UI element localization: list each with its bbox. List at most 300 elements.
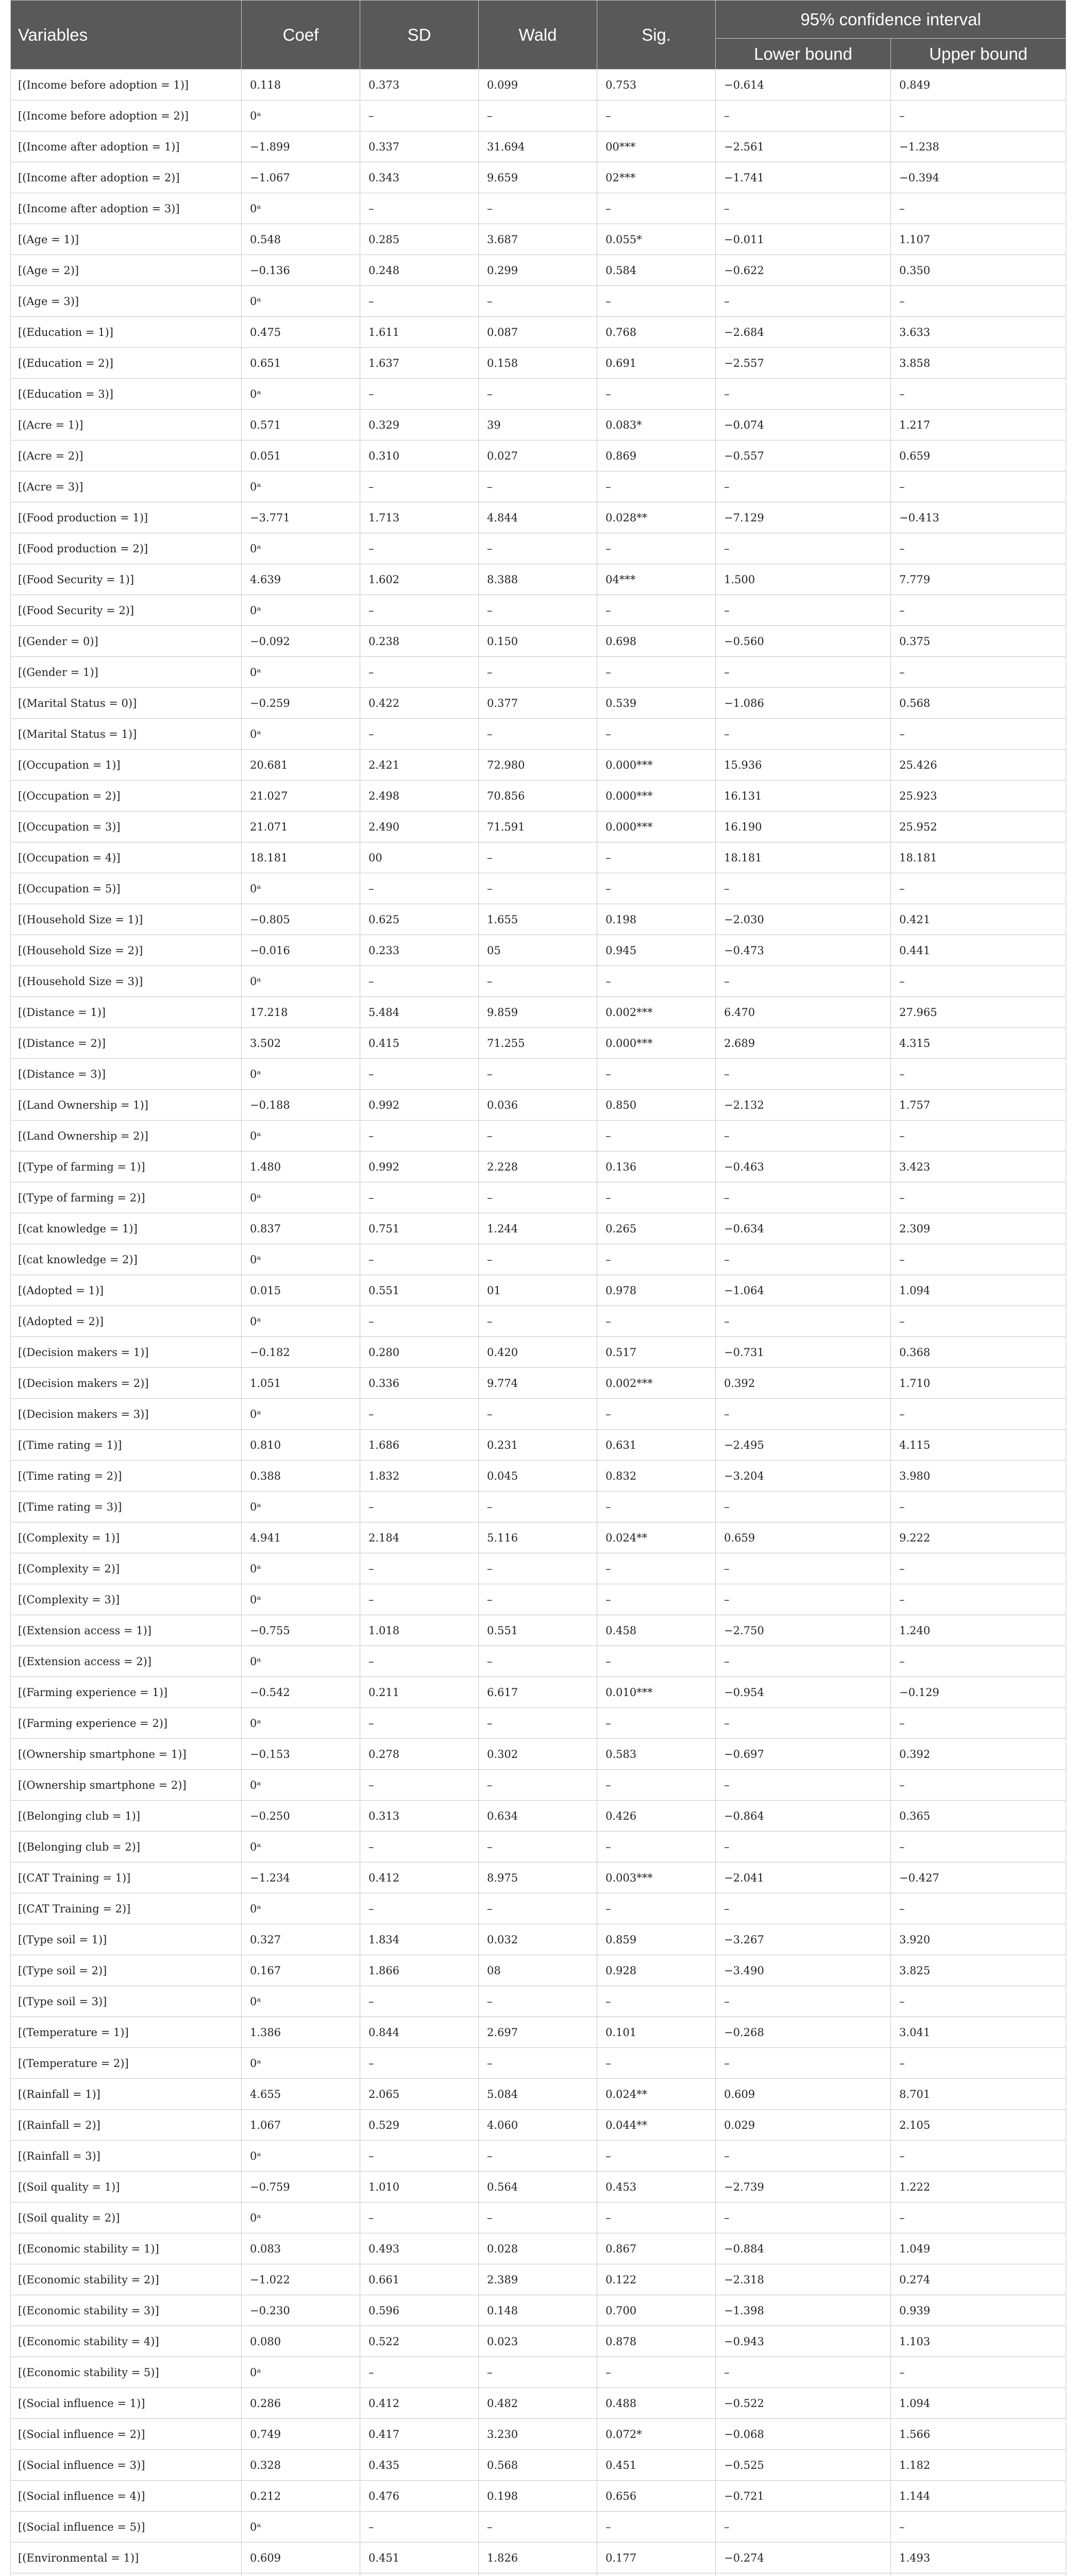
- cell-value: –: [716, 533, 891, 564]
- cell-value: –: [716, 2512, 891, 2543]
- cell-value: −3.771: [242, 502, 360, 533]
- table-row: [11, 502, 1066, 533]
- cell-value: −1.234: [242, 1862, 360, 1893]
- cell-value: −1.238: [891, 131, 1066, 162]
- cell-value: 2.309: [891, 1213, 1066, 1244]
- header-wald: Wald: [479, 1, 597, 70]
- cell-value: 0.564: [479, 2172, 597, 2202]
- cell-value: 0.028: [479, 2233, 597, 2264]
- table-row: [11, 2110, 1066, 2141]
- cell-value: −0.463: [716, 1151, 891, 1182]
- cell-value: 0.000***: [597, 1028, 716, 1059]
- row-label: [(Economic stability = 3)]: [11, 2295, 242, 2326]
- table-row: [11, 935, 1066, 966]
- cell-value: –: [597, 595, 716, 626]
- cell-value: 0.072*: [597, 2419, 716, 2450]
- cell-value: 0.631: [597, 1430, 716, 1461]
- cell-value: 0.661: [360, 2264, 479, 2295]
- row-label: [(Distance = 1)]: [11, 997, 242, 1028]
- cell-value: 72.980: [479, 750, 597, 781]
- cell-value: 8.388: [479, 564, 597, 595]
- table-row: [11, 1862, 1066, 1893]
- cell-value: –: [479, 1986, 597, 2017]
- table-row: [11, 595, 1066, 626]
- cell-value: –: [597, 1986, 716, 2017]
- cell-value: 1.094: [891, 2388, 1066, 2419]
- cell-value: –: [360, 193, 479, 224]
- row-label: [(Environmental = 1)]: [11, 2543, 242, 2573]
- cell-value: 1.067: [242, 2110, 360, 2141]
- cell-value: 0.420: [479, 1337, 597, 1368]
- cell-value: 17.218: [242, 997, 360, 1028]
- cell-value: 0ᵃ: [242, 2357, 360, 2388]
- cell-value: –: [597, 1584, 716, 1615]
- cell-value: –: [716, 379, 891, 410]
- cell-value: 0.000***: [597, 750, 716, 781]
- cell-value: –: [597, 657, 716, 688]
- cell-value: 0ᵃ: [242, 657, 360, 688]
- cell-value: –: [716, 1646, 891, 1677]
- cell-value: 0ᵃ: [242, 1553, 360, 1584]
- cell-value: −0.394: [891, 162, 1066, 193]
- row-label: [(Education = 1)]: [11, 317, 242, 348]
- cell-value: −0.153: [242, 1739, 360, 1770]
- cell-value: 0.087: [479, 317, 597, 348]
- cell-value: 0.417: [360, 2419, 479, 2450]
- cell-value: 0.837: [242, 1213, 360, 1244]
- table-row: [11, 750, 1066, 781]
- cell-value: 0ᵃ: [242, 1584, 360, 1615]
- row-label: [(Age = 1)]: [11, 224, 242, 255]
- cell-value: 4.115: [891, 1430, 1066, 1461]
- cell-value: 0.350: [891, 255, 1066, 286]
- cell-value: −0.954: [716, 1677, 891, 1708]
- cell-value: [597, 2573, 716, 2576]
- cell-value: –: [479, 1306, 597, 1337]
- row-label: [(Acre = 2)]: [11, 440, 242, 471]
- row-label: [(Time rating = 1)]: [11, 1430, 242, 1461]
- table-row: [11, 1399, 1066, 1430]
- cell-value: –: [716, 2048, 891, 2079]
- cell-value: 0ᵃ: [242, 1986, 360, 2017]
- table-row: [11, 2079, 1066, 2110]
- table-row: [11, 193, 1066, 224]
- cell-value: 0ᵃ: [242, 533, 360, 564]
- cell-value: −0.250: [242, 1801, 360, 1832]
- cell-value: 0.656: [597, 2481, 716, 2512]
- cell-value: –: [360, 1770, 479, 1801]
- row-label: [(Age = 3)]: [11, 286, 242, 317]
- cell-value: 0.551: [479, 1615, 597, 1646]
- cell-value: –: [479, 657, 597, 688]
- row-label: [(Adopted = 1)]: [11, 1275, 242, 1306]
- cell-value: –: [716, 2202, 891, 2233]
- table-row: [11, 2141, 1066, 2172]
- cell-value: 5.484: [360, 997, 479, 1028]
- cell-value: 3.858: [891, 348, 1066, 379]
- cell-value: 0.233: [360, 935, 479, 966]
- table-row: [11, 1801, 1066, 1832]
- cell-value: −2.750: [716, 1615, 891, 1646]
- cell-value: –: [360, 1121, 479, 1151]
- cell-value: 0ᵃ: [242, 719, 360, 750]
- cell-value: −0.542: [242, 1677, 360, 1708]
- cell-value: –: [479, 1492, 597, 1522]
- row-label: [(Education = 3)]: [11, 379, 242, 410]
- cell-value: 0.177: [597, 2543, 716, 2573]
- table-row: [11, 1244, 1066, 1275]
- table-row: [11, 1430, 1066, 1461]
- cell-value: 0.299: [479, 255, 597, 286]
- cell-value: 4.060: [479, 2110, 597, 2141]
- cell-value: 1.611: [360, 317, 479, 348]
- row-label: [(Time rating = 2)]: [11, 1461, 242, 1492]
- row-label: [(Marital Status = 0)]: [11, 688, 242, 719]
- cell-value: [242, 2573, 360, 2576]
- table-row: [11, 626, 1066, 657]
- cell-value: –: [597, 2048, 716, 2079]
- regression-table-container: [10, 0, 1066, 2576]
- row-label: [(Income before adoption = 2)]: [11, 100, 242, 131]
- table-row: [11, 410, 1066, 440]
- cell-value: –: [597, 1244, 716, 1275]
- cell-value: –: [891, 2141, 1066, 2172]
- cell-value: –: [716, 100, 891, 131]
- cell-value: −2.132: [716, 1090, 891, 1121]
- cell-value: –: [891, 657, 1066, 688]
- cell-value: −0.092: [242, 626, 360, 657]
- cell-value: 0.002***: [597, 1368, 716, 1399]
- cell-value: 0.596: [360, 2295, 479, 2326]
- cell-value: 1.834: [360, 1924, 479, 1955]
- cell-value: 0.122: [597, 2264, 716, 2295]
- table-row: [11, 781, 1066, 811]
- cell-value: –: [360, 379, 479, 410]
- cell-value: 0ᵃ: [242, 1244, 360, 1275]
- cell-value: 18.181: [716, 842, 891, 873]
- cell-value: –: [360, 966, 479, 997]
- row-label: [(cat knowledge = 2)]: [11, 1244, 242, 1275]
- table-row: [11, 471, 1066, 502]
- cell-value: 1.493: [891, 2543, 1066, 2573]
- cell-value: –: [360, 719, 479, 750]
- row-label: [(Acre = 3)]: [11, 471, 242, 502]
- cell-value: −0.622: [716, 255, 891, 286]
- cell-value: 0.328: [242, 2450, 360, 2481]
- cell-value: 0.517: [597, 1337, 716, 1368]
- table-row: [11, 966, 1066, 997]
- cell-value: –: [891, 1244, 1066, 1275]
- cell-value: –: [716, 1553, 891, 1584]
- cell-value: 1.566: [891, 2419, 1066, 2450]
- row-label: [(Income after adoption = 1)]: [11, 131, 242, 162]
- cell-value: 0.698: [597, 626, 716, 657]
- cell-value: 0.343: [360, 162, 479, 193]
- cell-value: 0.451: [597, 2450, 716, 2481]
- cell-value: 0.136: [597, 1151, 716, 1182]
- cell-value: 1.107: [891, 224, 1066, 255]
- cell-value: 4.844: [479, 502, 597, 533]
- cell-value: 0.634: [479, 1801, 597, 1832]
- table-row: [11, 1584, 1066, 1615]
- cell-value: −0.697: [716, 1739, 891, 1770]
- cell-value: 1.713: [360, 502, 479, 533]
- cell-value: –: [716, 719, 891, 750]
- cell-value: 2.697: [479, 2017, 597, 2048]
- cell-value: 0.080: [242, 2326, 360, 2357]
- cell-value: –: [479, 1584, 597, 1615]
- cell-value: −0.614: [716, 70, 891, 100]
- cell-value: −3.490: [716, 1955, 891, 1986]
- cell-value: 0.482: [479, 2388, 597, 2419]
- table-row: [11, 1492, 1066, 1522]
- cell-value: 1.010: [360, 2172, 479, 2202]
- table-row: [11, 2233, 1066, 2264]
- row-label: [(Social influence = 4)]: [11, 2481, 242, 2512]
- cell-value: −2.030: [716, 904, 891, 935]
- cell-value: 0ᵃ: [242, 1059, 360, 1090]
- table-row: [11, 2326, 1066, 2357]
- cell-value: 2.421: [360, 750, 479, 781]
- cell-value: 0.832: [597, 1461, 716, 1492]
- cell-value: –: [891, 533, 1066, 564]
- cell-value: 0.659: [716, 1522, 891, 1553]
- table-row: [11, 904, 1066, 935]
- cell-value: 0.867: [597, 2233, 716, 2264]
- table-row: [11, 2202, 1066, 2233]
- cell-value: 25.426: [891, 750, 1066, 781]
- cell-value: –: [716, 1770, 891, 1801]
- cell-value: –: [597, 286, 716, 317]
- cell-value: –: [716, 1399, 891, 1430]
- cell-value: 0.928: [597, 1955, 716, 1986]
- row-label: [(Distance = 3)]: [11, 1059, 242, 1090]
- cell-value: –: [479, 2141, 597, 2172]
- cell-value: 0.392: [716, 1368, 891, 1399]
- cell-value: 3.825: [891, 1955, 1066, 1986]
- cell-value: 0.373: [360, 70, 479, 100]
- cell-value: 9.222: [891, 1522, 1066, 1553]
- cell-value: 0ᵃ: [242, 1121, 360, 1151]
- cell-value: 0.751: [360, 1213, 479, 1244]
- cell-value: –: [360, 1399, 479, 1430]
- cell-value: 6.470: [716, 997, 891, 1028]
- cell-value: 0.101: [597, 2017, 716, 2048]
- cell-value: 0.659: [891, 440, 1066, 471]
- cell-value: 1.686: [360, 1430, 479, 1461]
- row-label: [(Extension access = 1)]: [11, 1615, 242, 1646]
- cell-value: –: [891, 1553, 1066, 1584]
- cell-value: −0.011: [716, 224, 891, 255]
- cell-value: −0.427: [891, 1862, 1066, 1893]
- cell-value: 0ᵃ: [242, 2512, 360, 2543]
- cell-value: –: [360, 2202, 479, 2233]
- cell-value: 0.148: [479, 2295, 597, 2326]
- row-label: [(Belonging club = 2)]: [11, 1832, 242, 1862]
- cell-value: 25.923: [891, 781, 1066, 811]
- table-row: [11, 2543, 1066, 2573]
- cell-value: 1.386: [242, 2017, 360, 2048]
- cell-value: 0ᵃ: [242, 2202, 360, 2233]
- cell-value: –: [360, 2048, 479, 2079]
- cell-value: 0ᵃ: [242, 1306, 360, 1337]
- header-lower-bound: Lower bound: [716, 39, 891, 70]
- cell-value: 8.975: [479, 1862, 597, 1893]
- cell-value: –: [360, 1646, 479, 1677]
- cell-value: 0.375: [891, 626, 1066, 657]
- cell-value: –: [360, 1893, 479, 1924]
- cell-value: –: [891, 2512, 1066, 2543]
- cell-value: 0.028**: [597, 502, 716, 533]
- row-label: [(Distance = 2)]: [11, 1028, 242, 1059]
- cell-value: −0.943: [716, 2326, 891, 2357]
- cell-value: 0.441: [891, 935, 1066, 966]
- table-row: [11, 1646, 1066, 1677]
- cell-value: −2.318: [716, 2264, 891, 2295]
- cell-value: 0.850: [597, 1090, 716, 1121]
- cell-value: 0.529: [360, 2110, 479, 2141]
- cell-value: 0.476: [360, 2481, 479, 2512]
- cell-value: 05: [479, 935, 597, 966]
- cell-value: –: [716, 1584, 891, 1615]
- table-row: [11, 1275, 1066, 1306]
- cell-value: –: [891, 2357, 1066, 2388]
- cell-value: –: [597, 2202, 716, 2233]
- cell-value: 04***: [597, 564, 716, 595]
- cell-value: −1.022: [242, 2264, 360, 2295]
- cell-value: 1.240: [891, 1615, 1066, 1646]
- cell-value: 0.412: [360, 2388, 479, 2419]
- cell-value: 0.488: [597, 2388, 716, 2419]
- cell-value: −7.129: [716, 502, 891, 533]
- cell-value: 0.029: [716, 2110, 891, 2141]
- cell-value: 0.327: [242, 1924, 360, 1955]
- cell-value: –: [891, 1646, 1066, 1677]
- cell-value: 0.368: [891, 1337, 1066, 1368]
- table-row: [11, 1986, 1066, 2017]
- cell-value: 71.591: [479, 811, 597, 842]
- row-label: [(Income before adoption = 1)]: [11, 70, 242, 100]
- cell-value: 1.018: [360, 1615, 479, 1646]
- cell-value: 3.230: [479, 2419, 597, 2450]
- row-label: [(Social influence = 2)]: [11, 2419, 242, 2450]
- cell-value: −0.864: [716, 1801, 891, 1832]
- table-row: [11, 1306, 1066, 1337]
- cell-value: –: [360, 657, 479, 688]
- cell-value: 1.051: [242, 1368, 360, 1399]
- cell-value: 0.426: [597, 1801, 716, 1832]
- table-row: [11, 162, 1066, 193]
- table-row: [11, 379, 1066, 410]
- cell-value: 00: [360, 842, 479, 873]
- cell-value: 0.198: [597, 904, 716, 935]
- table-row: [11, 2017, 1066, 2048]
- cell-value: 0ᵃ: [242, 1492, 360, 1522]
- table-row: [11, 2264, 1066, 2295]
- cell-value: −0.805: [242, 904, 360, 935]
- cell-value: 0.584: [597, 255, 716, 286]
- cell-value: −0.136: [242, 255, 360, 286]
- cell-value: 1.217: [891, 410, 1066, 440]
- cell-value: 1.182: [891, 2450, 1066, 2481]
- row-label: [(Soil quality = 1)]: [11, 2172, 242, 2202]
- cell-value: –: [597, 2512, 716, 2543]
- cell-value: –: [891, 719, 1066, 750]
- cell-value: 1.757: [891, 1090, 1066, 1121]
- cell-value: –: [360, 1182, 479, 1213]
- row-label: [(Occupation = 1)]: [11, 750, 242, 781]
- cell-value: 0.691: [597, 348, 716, 379]
- cell-value: −1.064: [716, 1275, 891, 1306]
- cell-value: –: [479, 719, 597, 750]
- cell-value: –: [891, 1059, 1066, 1090]
- cell-value: 6.617: [479, 1677, 597, 1708]
- cell-value: 0.844: [360, 2017, 479, 2048]
- cell-value: –: [360, 1553, 479, 1584]
- cell-value: –: [479, 2357, 597, 2388]
- cell-value: −0.016: [242, 935, 360, 966]
- row-label: [(Income after adoption = 3)]: [11, 193, 242, 224]
- cell-value: –: [597, 1708, 716, 1739]
- row-label: [(Decision makers = 3)]: [11, 1399, 242, 1430]
- cell-value: 18.181: [242, 842, 360, 873]
- cell-value: –: [360, 533, 479, 564]
- cell-value: –: [716, 1059, 891, 1090]
- cell-value: –: [891, 1584, 1066, 1615]
- cell-value: 0.849: [891, 70, 1066, 100]
- row-label: [(Rainfall = 1)]: [11, 2079, 242, 2110]
- cell-value: −2.561: [716, 131, 891, 162]
- row-label: [(CAT Training = 2)]: [11, 1893, 242, 1924]
- row-label: [(Gender = 1)]: [11, 657, 242, 688]
- cell-value: 1.480: [242, 1151, 360, 1182]
- cell-value: –: [479, 100, 597, 131]
- row-label: [(Income after adoption = 2)]: [11, 162, 242, 193]
- cell-value: –: [479, 1832, 597, 1862]
- cell-value: 0.231: [479, 1430, 597, 1461]
- cell-value: 08: [479, 1955, 597, 1986]
- cell-value: –: [597, 1492, 716, 1522]
- row-label: [11, 2573, 242, 2576]
- row-label: [(Food Security = 2)]: [11, 595, 242, 626]
- cell-value: 0.475: [242, 317, 360, 348]
- cell-value: 0.337: [360, 131, 479, 162]
- cell-value: –: [716, 1244, 891, 1275]
- cell-value: –: [597, 1121, 716, 1151]
- cell-value: −0.634: [716, 1213, 891, 1244]
- cell-value: 0.609: [716, 2079, 891, 2110]
- row-label: [(Occupation = 4)]: [11, 842, 242, 873]
- cell-value: 0.571: [242, 410, 360, 440]
- table-row: [11, 286, 1066, 317]
- cell-value: –: [891, 1306, 1066, 1337]
- table-row: [11, 2512, 1066, 2543]
- cell-value: 0.522: [360, 2326, 479, 2357]
- cell-value: 0.027: [479, 440, 597, 471]
- cell-value: 1.602: [360, 564, 479, 595]
- cell-value: –: [716, 873, 891, 904]
- cell-value: 0.978: [597, 1275, 716, 1306]
- table-row: [11, 2357, 1066, 2388]
- row-label: [(Household Size = 1)]: [11, 904, 242, 935]
- cell-value: −0.182: [242, 1337, 360, 1368]
- row-label: [(Age = 2)]: [11, 255, 242, 286]
- cell-value: 1.826: [479, 2543, 597, 2573]
- table-row: [11, 1213, 1066, 1244]
- row-label: [(Social influence = 5)]: [11, 2512, 242, 2543]
- cell-value: –: [597, 842, 716, 873]
- cell-value: –: [597, 379, 716, 410]
